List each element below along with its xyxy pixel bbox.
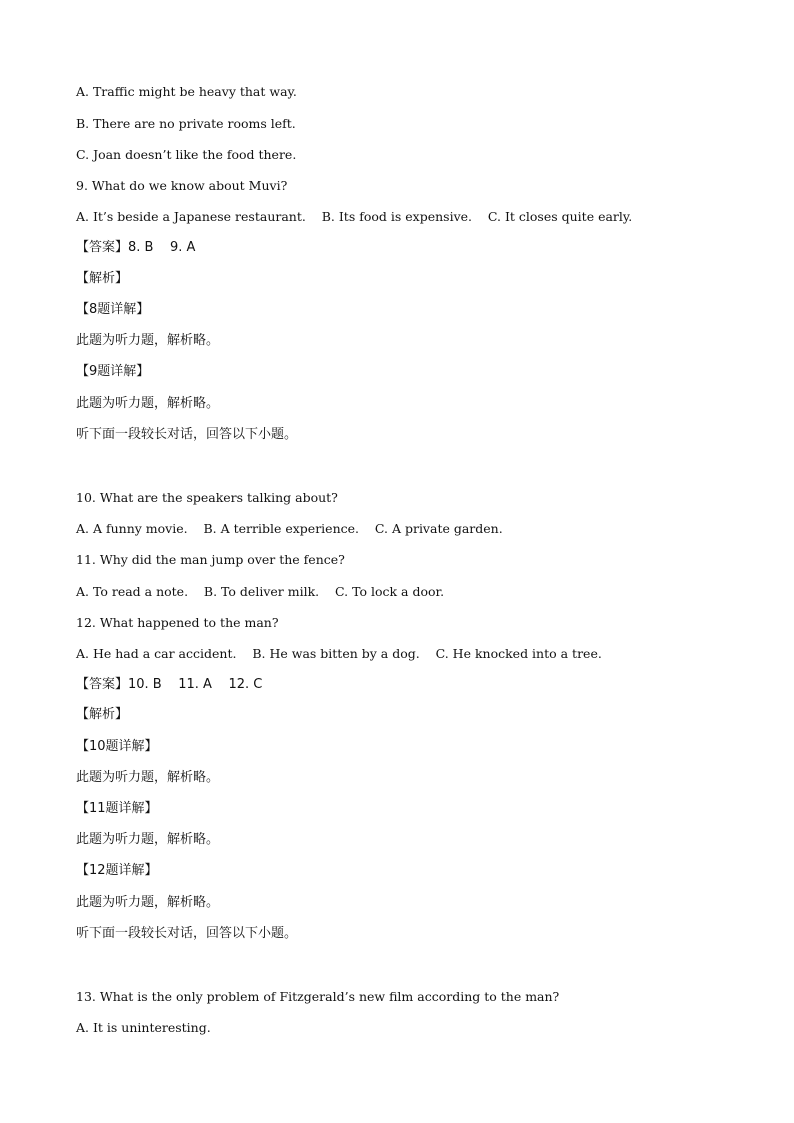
detail-heading-8: 【8题详解】 (76, 302, 150, 317)
detail-text-8: 此题为听力题，解析略。 (76, 333, 220, 348)
analysis-heading: 【解析】 (76, 707, 129, 722)
option-13a: A. It is uninteresting. (76, 1020, 211, 1035)
instruction-text: 听下面一段较长对话，回答以下小题。 (76, 926, 298, 941)
question-11: 11. Why did the man jump over the fence? (76, 552, 345, 567)
detail-heading-9: 【9题详解】 (76, 364, 150, 379)
detail-text-12: 此题为听力题，解析略。 (76, 895, 220, 910)
instruction-text: 听下面一段较长对话，回答以下小题。 (76, 427, 298, 442)
analysis-heading: 【解析】 (76, 271, 129, 286)
option-8c: C. Joan doesn’t like the food there. (76, 147, 297, 162)
question-13: 13. What is the only problem of Fitzgerald’s new film according to the man? (76, 989, 560, 1004)
detail-text-10: 此题为听力题，解析略。 (76, 770, 220, 785)
answer-10-12: 【答案】10. B 11. A 12. C (76, 677, 263, 692)
options-9: A. It’s beside a Japanese restaurant. B. Its food is expensive. C. It closes quite early. (76, 209, 633, 224)
option-8b: B. There are no private rooms left. (76, 116, 296, 131)
options-10: A. A funny movie. B. A terrible experience. C. A private garden. (76, 521, 503, 536)
question-12: 12. What happened to the man? (76, 615, 279, 630)
options-11: A. To read a note. B. To deliver milk. C. To lock a door. (76, 584, 445, 599)
detail-text-11: 此题为听力题，解析略。 (76, 832, 220, 847)
detail-heading-11: 【11题详解】 (76, 801, 158, 816)
detail-heading-12: 【12题详解】 (76, 863, 158, 878)
detail-text-9: 此题为听力题，解析略。 (76, 396, 220, 411)
option-8a: A. Traffic might be heavy that way. (76, 84, 297, 99)
question-10: 10. What are the speakers talking about? (76, 490, 338, 505)
detail-heading-10: 【10题详解】 (76, 739, 158, 754)
answer-8-9: 【答案】8. B 9. A (76, 240, 196, 255)
question-9: 9. What do we know about Muvi? (76, 178, 288, 193)
options-12: A. He had a car accident. B. He was bitten by a dog. C. He knocked into a tree. (76, 646, 602, 661)
